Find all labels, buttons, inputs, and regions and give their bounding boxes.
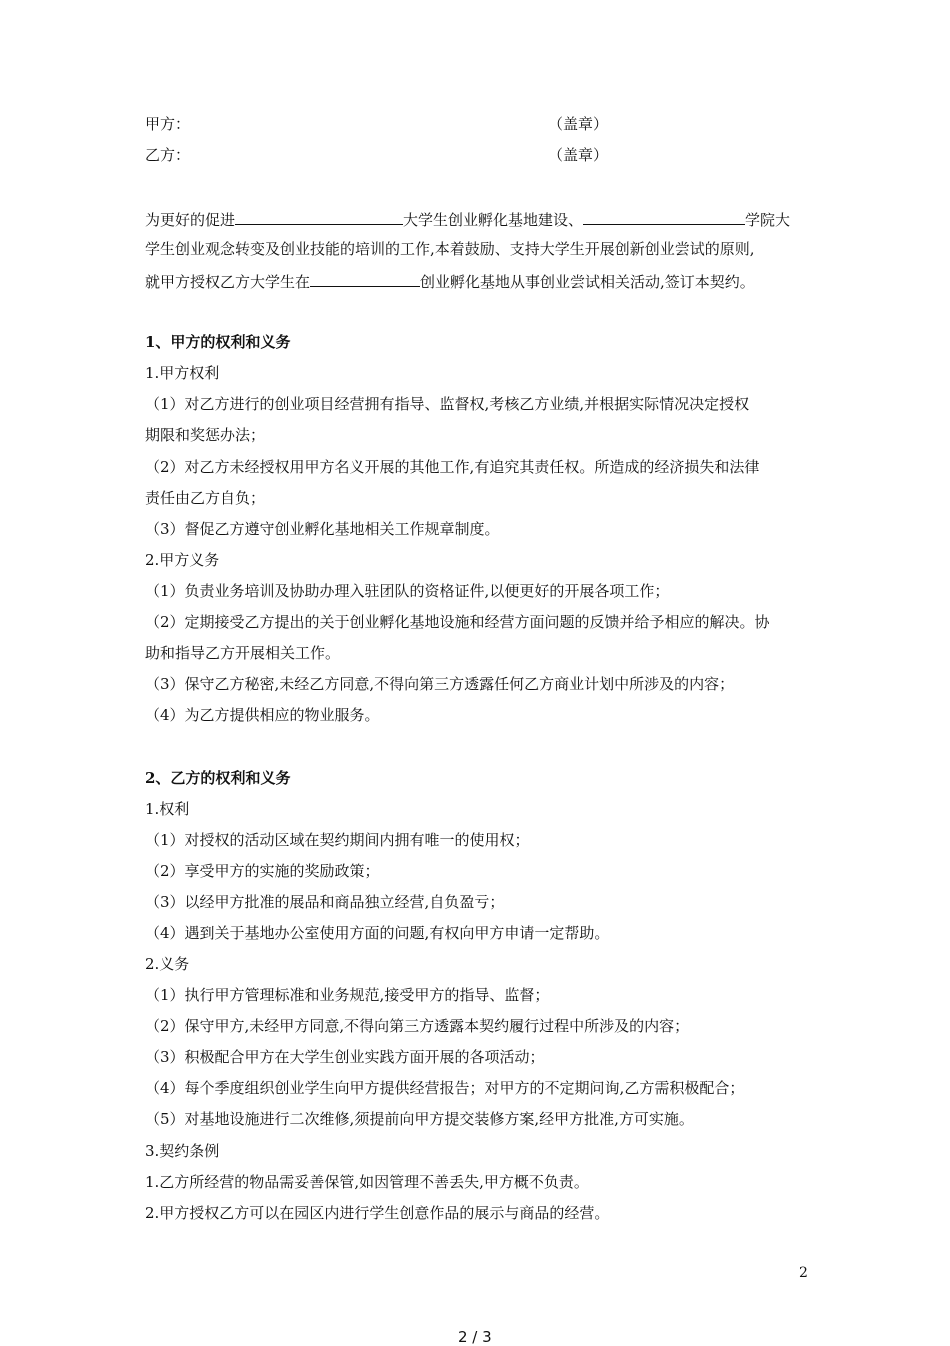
section-1-title: 1、甲方的权利和义务 [145, 333, 291, 351]
party-a-label: 甲方： [145, 115, 191, 133]
intro-text: 为更好的促进 [145, 211, 236, 229]
intro-text: 创业孵化基地从事创业尝试相关活动,签订本契约。 [420, 273, 755, 291]
section-2-terms-title: 3.契约条例 [145, 1142, 220, 1160]
party-a-seal: （盖章） [548, 115, 609, 133]
section-2-duty-2: （2）保守甲方,未经甲方同意,不得向第三方透露本契约履行过程中所涉及的内容； [145, 1017, 690, 1035]
intro-text: 学院大 [745, 211, 791, 229]
section-2-duty-3: （3）积极配合甲方在大学生创业实践方面开展的各项活动； [145, 1048, 545, 1066]
section-2-rights-title: 1.权利 [145, 800, 190, 818]
section-2-right-4: （4）遇到关于基地办公室使用方面的问题,有权向甲方申请一定帮助。 [145, 924, 610, 942]
section-1-right-2-cont: 责任由乙方自负； [145, 489, 266, 507]
section-1-right-3: （3）督促乙方遵守创业孵化基地相关工作规章制度。 [145, 520, 500, 538]
section-2-term-1: 1.乙方所经营的物品需妥善保管,如因管理不善丢失,甲方概不负责。 [145, 1173, 589, 1191]
section-1-duties-title: 2.甲方义务 [145, 551, 220, 569]
section-2-duty-1: （1）执行甲方管理标准和业务规范,接受甲方的指导、监督； [145, 986, 550, 1004]
fill-in-blank [310, 270, 420, 287]
section-1-right-1-cont: 期限和奖惩办法； [145, 426, 266, 444]
intro-text: 大学生创业孵化基地建设、 [403, 211, 584, 229]
section-1-duty-2: （2）定期接受乙方提出的关于创业孵化基地设施和经营方面问题的反馈并给予相应的解决。协 [145, 613, 770, 631]
intro-text: 就甲方授权乙方大学生在 [145, 273, 311, 291]
section-1-duty-2-cont: 助和指导乙方开展相关工作。 [145, 644, 341, 662]
fill-in-blank [583, 208, 745, 225]
intro-line-2: 学生创业观念转变及创业技能的培训的工作,本着鼓励、支持大学生开展创新创业尝试的原则, [145, 240, 755, 258]
section-2-duty-5: （5）对基地设施进行二次维修,须提前向甲方提交装修方案,经甲方批准,方可实施。 [145, 1110, 694, 1128]
fill-in-blank [235, 208, 403, 225]
party-b-label: 乙方： [145, 146, 191, 164]
section-2-duty-4: （4）每个季度组织创业学生向甲方提供经营报告；对甲方的不定期问询,乙方需积极配合； [145, 1079, 745, 1097]
section-1-rights-title: 1.甲方权利 [145, 364, 220, 382]
section-1-right-1: （1）对乙方进行的创业项目经营拥有指导、监督权,考核乙方业绩,并根据实际情况决定授权 [145, 395, 750, 413]
section-1-duty-1: （1）负责业务培训及协助办理入驻团队的资格证件,以便更好的开展各项工作； [145, 582, 670, 600]
party-b-seal: （盖章） [548, 146, 609, 164]
section-2-right-3: （3）以经甲方批准的展品和商品独立经营,自负盈亏； [145, 893, 505, 911]
page-indicator: 2 / 3 [458, 1328, 492, 1346]
section-2-duties-title: 2.义务 [145, 955, 190, 973]
section-1-duty-3: （3）保守乙方秘密,未经乙方同意,不得向第三方透露任何乙方商业计划中所涉及的内容； [145, 675, 735, 693]
section-1-right-2: （2）对乙方未经授权用甲方名义开展的其他工作,有追究其责任权。所造成的经济损失和法律 [145, 458, 760, 476]
section-2-right-2: （2）享受甲方的实施的奖励政策； [145, 862, 380, 880]
section-2-term-2: 2.甲方授权乙方可以在园区内进行学生创意作品的展示与商品的经营。 [145, 1204, 610, 1222]
intro-line-3 [145, 270, 755, 292]
page-number: 2 [799, 1265, 808, 1281]
section-2-title: 2、乙方的权利和义务 [145, 769, 291, 787]
section-2-right-1: （1）对授权的活动区域在契约期间内拥有唯一的使用权； [145, 831, 530, 849]
intro-line-1 [145, 208, 790, 230]
section-1-duty-4: （4）为乙方提供相应的物业服务。 [145, 706, 380, 724]
